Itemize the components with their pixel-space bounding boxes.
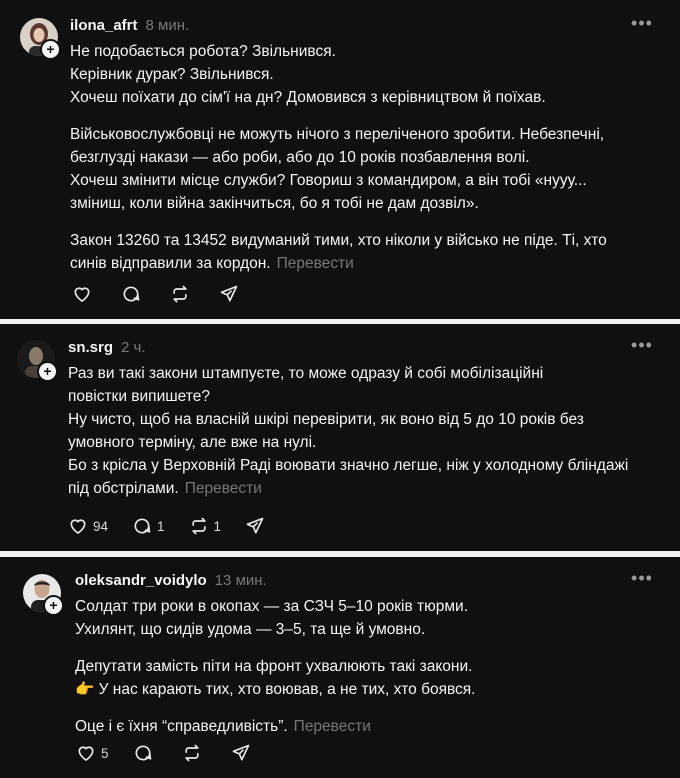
post-text bbox=[70, 40, 607, 275]
thread-reply bbox=[0, 324, 680, 551]
text-line: Не подобається робота? Звільнився. bbox=[70, 43, 336, 60]
post-header bbox=[68, 338, 146, 358]
comment-icon bbox=[121, 284, 141, 304]
send-icon bbox=[245, 516, 265, 536]
reply-button[interactable] bbox=[132, 516, 165, 536]
repost-button[interactable] bbox=[170, 284, 195, 304]
repost-icon bbox=[182, 743, 202, 763]
translate-link[interactable]: Перевести bbox=[276, 255, 354, 272]
like-count: 5 bbox=[101, 745, 109, 761]
repost-icon bbox=[170, 284, 190, 304]
username[interactable]: oleksandr_voidylo bbox=[75, 572, 207, 589]
like-button[interactable] bbox=[68, 516, 108, 536]
reply-count: 1 bbox=[157, 518, 165, 534]
text-line: Бо з крісла у Верховній Раді воювати значно легше, ніж у холодному бліндажі bbox=[68, 457, 629, 474]
share-button[interactable] bbox=[245, 516, 265, 536]
share-button[interactable] bbox=[219, 284, 239, 304]
like-count: 94 bbox=[93, 518, 109, 534]
follow-plus-icon[interactable]: + bbox=[43, 595, 64, 616]
text-line-content: Оце і є їхня “справедливість”. bbox=[75, 718, 288, 735]
text-line: Закон 13260 та 13452 видуманий тими, хто ніколи у військо не піде. Ті, хто bbox=[70, 232, 607, 249]
text-line bbox=[75, 715, 476, 738]
text-line: Депутати замість піти на фронт ухвалюють такі закони. bbox=[75, 658, 473, 675]
action-bar bbox=[72, 282, 263, 306]
text-line: Ну чисто, щоб на власній шкірі перевірити, як воно від 5 до 10 років без bbox=[68, 411, 584, 428]
post-text bbox=[75, 595, 476, 738]
repost-button[interactable] bbox=[189, 516, 222, 536]
repost-button[interactable] bbox=[182, 743, 207, 763]
post-header bbox=[70, 16, 189, 36]
reply-button[interactable] bbox=[133, 743, 158, 763]
username[interactable]: sn.srg bbox=[68, 339, 114, 356]
timestamp[interactable]: 2 ч. bbox=[121, 339, 146, 356]
text-line: зміниш, коли війна закінчиться, бо я тобі не дам дозвіл». bbox=[70, 195, 479, 212]
text-line bbox=[68, 477, 628, 500]
translate-link[interactable]: Перевести bbox=[293, 718, 371, 735]
more-options-icon[interactable]: ••• bbox=[631, 13, 653, 33]
repost-icon bbox=[189, 516, 209, 536]
reply-button[interactable] bbox=[121, 284, 146, 304]
like-button[interactable] bbox=[76, 743, 109, 763]
share-button[interactable] bbox=[231, 743, 251, 763]
heart-icon bbox=[72, 284, 92, 304]
more-options-icon[interactable]: ••• bbox=[631, 568, 653, 588]
text-line-content: синів відправили за кордон. bbox=[70, 255, 271, 272]
timestamp[interactable]: 8 мин. bbox=[145, 17, 190, 34]
text-line: Солдат три роки в окопах — за СЗЧ 5–10 років тюрми. bbox=[75, 598, 469, 615]
text-line-content: під обстрілами. bbox=[68, 480, 179, 497]
follow-plus-icon[interactable]: + bbox=[40, 39, 61, 60]
send-icon bbox=[219, 284, 239, 304]
text-line: умовного терміну, але вже на нулі. bbox=[68, 434, 317, 451]
text-line bbox=[70, 252, 607, 275]
thread-reply bbox=[0, 0, 680, 319]
text-line: Ухилянт, що сидів удома — 3–5, та ще й умовно. bbox=[75, 621, 426, 638]
text-line: Раз ви такі закони штампуєте, то може одразу й собі мобілізаційні bbox=[68, 365, 544, 382]
action-bar bbox=[76, 741, 275, 765]
text-line: Хочеш змінити місце служби? Говориш з командиром, а він тобі «нууу... bbox=[70, 172, 587, 189]
text-line: безглузді накази — або роби, або до 10 років позбавлення волі. bbox=[70, 149, 530, 166]
translate-link[interactable]: Перевести bbox=[184, 480, 262, 497]
heart-icon bbox=[76, 743, 96, 763]
post-header bbox=[75, 571, 267, 591]
send-icon bbox=[231, 743, 251, 763]
post-text bbox=[68, 362, 628, 500]
heart-icon bbox=[68, 516, 88, 536]
more-options-icon[interactable]: ••• bbox=[631, 335, 653, 355]
comment-icon bbox=[132, 516, 152, 536]
text-line: Керівник дурак? Звільнився. bbox=[70, 66, 274, 83]
text-line: 👉 У нас карають тих, хто воював, а не тих, хто боявся. bbox=[75, 681, 476, 698]
text-line: Військовослужбовці не можуть нічого з переліченого зробити. Небезпечні, bbox=[70, 126, 605, 143]
follow-plus-icon[interactable]: + bbox=[37, 361, 58, 382]
repost-count: 1 bbox=[213, 518, 222, 534]
action-bar bbox=[68, 514, 289, 538]
username[interactable]: ilona_afrt bbox=[70, 17, 138, 34]
comment-icon bbox=[133, 743, 153, 763]
like-button[interactable] bbox=[72, 284, 97, 304]
text-line: Хочеш поїхати до сім'ї на дн? Домовився з керівництвом й поїхав. bbox=[70, 89, 546, 106]
thread-reply bbox=[0, 557, 680, 778]
timestamp[interactable]: 13 мин. bbox=[214, 572, 267, 589]
text-line: повістки випишете? bbox=[68, 388, 210, 405]
